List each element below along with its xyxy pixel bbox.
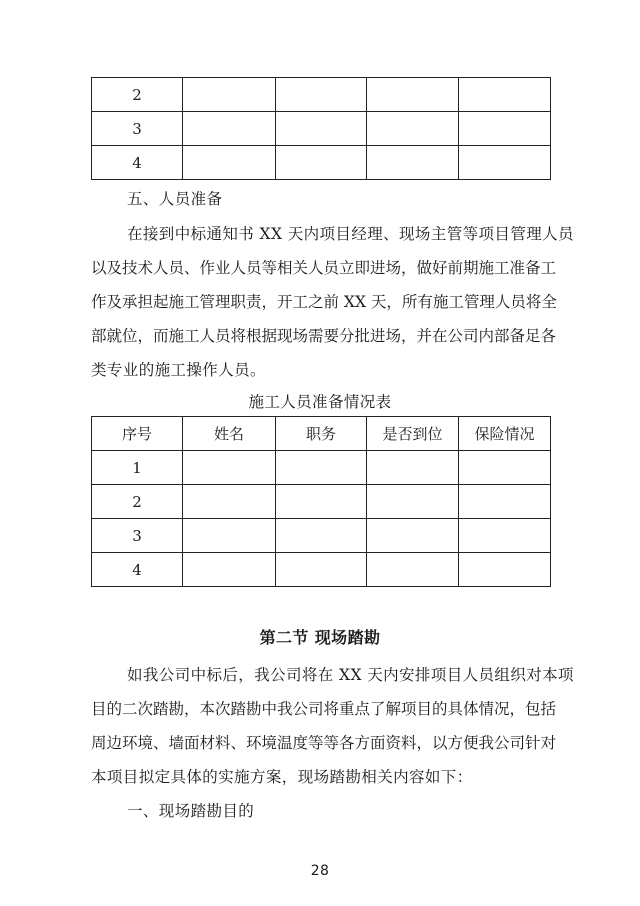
table-cell [183,451,276,485]
table-row [92,485,551,519]
table-cell: 3 [92,112,183,146]
table-cell [459,112,551,146]
table-cell [183,553,276,587]
column-header-on-site: 是否到位 [367,417,459,451]
table-header-row [92,417,551,451]
table-cell [276,553,367,587]
table-cell [459,146,551,180]
table-cell [183,78,276,112]
section-title: 第二节 现场踏勘 [259,628,381,647]
subheading-site-survey-purpose: 一、现场踏勘目的 [127,802,255,820]
paragraph-line: 部就位，而施工人员将根据现场需要分批进场，并在公司内部备足各 [91,327,557,345]
table-cell: 1 [92,451,183,485]
column-header-position: 职务 [276,417,367,451]
paragraph-line: 作及承担起施工管理职责，开工之前 XX 天，所有施工管理人员将全 [91,293,557,311]
table-cell: 3 [92,519,183,553]
table-cell [183,485,276,519]
table-row [92,519,551,553]
paragraph-line: 本项目拟定具体的实施方案，现场踏勘相关内容如下： [91,768,473,786]
continued-table [91,77,551,180]
table-cell [367,146,459,180]
table-cell: 2 [92,78,183,112]
table-cell [459,485,551,519]
table-cell: 2 [92,485,183,519]
table-cell [367,553,459,587]
table-row [92,78,551,112]
table-cell: 4 [92,553,183,587]
table-row [92,112,551,146]
table-cell [367,112,459,146]
column-header-index: 序号 [92,417,183,451]
table-cell [367,78,459,112]
section-heading-personnel: 五、人员准备 [127,190,223,208]
table-cell [459,78,551,112]
table-cell [276,112,367,146]
paragraph-line: 周边环境、墙面材料、环境温度等等各方面资料，以方便我公司针对 [91,734,557,752]
paragraph-line: 类专业的施工操作人员。 [91,361,266,379]
table-cell [183,146,276,180]
column-header-insurance: 保险情况 [459,417,551,451]
table-cell [459,553,551,587]
table-cell [276,451,367,485]
table-cell [367,519,459,553]
table-cell [276,78,367,112]
paragraph-line: 目的二次踏勘，本次踏勘中我公司将重点了解项目的具体情况，包括 [91,700,557,718]
table-cell: 4 [92,146,183,180]
paragraph-line: 如我公司中标后，我公司将在 XX 天内安排项目人员组织对本项 [127,666,574,684]
table-row [92,451,551,485]
table-cell [276,485,367,519]
paragraph-line: 以及技术人员、作业人员等相关人员立即进场，做好前期施工准备工 [91,259,557,277]
column-header-name: 姓名 [183,417,276,451]
table-cell [183,112,276,146]
table-row [92,553,551,587]
table-cell [459,519,551,553]
staff-preparation-table [91,416,551,587]
table-cell [276,146,367,180]
page-number: 28 [310,863,330,879]
table-cell [367,451,459,485]
table-row [92,146,551,180]
table-caption: 施工人员准备情况表 [248,393,392,411]
paragraph-line: 在接到中标通知书 XX 天内项目经理、现场主管等项目管理人员 [127,225,574,243]
table-cell [459,451,551,485]
table-cell [183,519,276,553]
table-cell [367,485,459,519]
table-cell [276,519,367,553]
